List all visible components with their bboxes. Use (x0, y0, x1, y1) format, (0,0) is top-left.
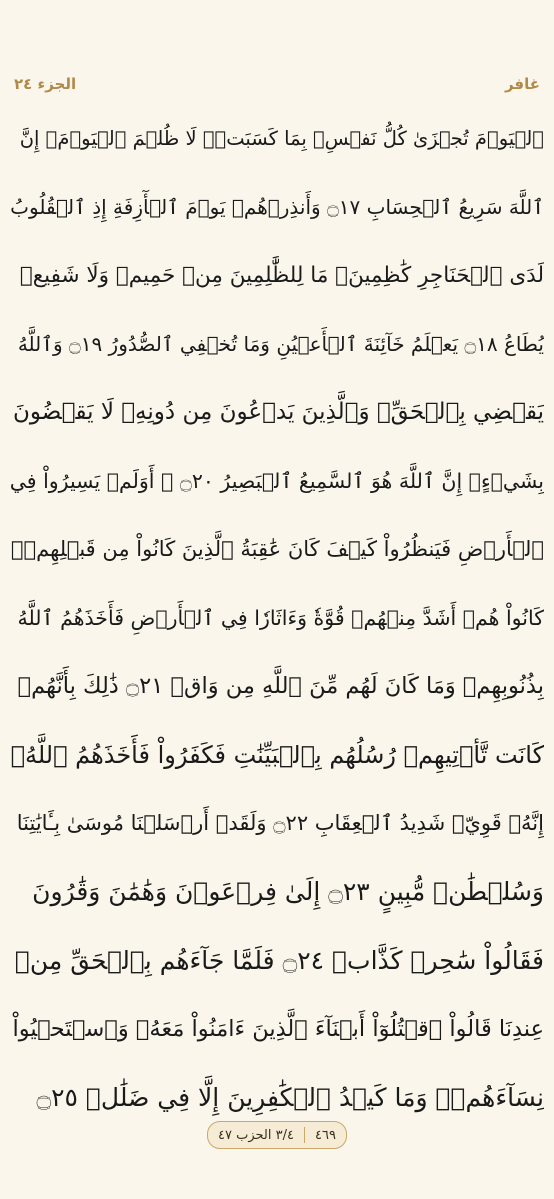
quran-line-5: يَقۡضِي بِٱلۡحَقِّۖ وَٱلَّذِينَ يَدۡعُونَ مِن دُونِهِۦ لَا يَقۡضُونَ (12, 398, 544, 425)
quran-line-7: ٱلۡأَرۡضِ فَيَنظُرُواْ كَيۡفَ كَانَ عَٰقِبَةُ ٱلَّذِينَ كَانُواْ مِن قَبۡلِهِمۡۚ (10, 536, 544, 561)
quran-line-6: بِشَيۡءٍۗ إِنَّ ٱللَّهَ هُوَ ٱلسَّمِيعُ ٱلۡبَصِيرُ ۝٢٠ ۞ أَوَلَمۡ يَسِيرُواْ فِي (10, 468, 544, 493)
hizb-label: ٣/٤ الحزب ٤٧ (218, 1127, 294, 1143)
surah-name: غافر (504, 75, 540, 93)
page-header (14, 70, 540, 98)
quran-line-1: ٱلۡيَوۡمَ تُجۡزَىٰ كُلُّ نَفۡسِۭ بِمَا كَسَبَتۡۚ لَا ظُلۡمَ ٱلۡيَوۡمَۚ إِنَّ (19, 126, 544, 150)
quran-line-4: يُطَاعُ ۝١٨ يَعۡلَمُ خَآئِنَةَ ٱلۡأَعۡيُنِ وَمَا تُخۡفِي ٱلصُّدُورُ ۝١٩ وَٱللَّهُ (17, 331, 544, 356)
juz-label: الجزء ٢٤ (14, 75, 77, 93)
quran-line-10: كَانَت تَّأۡتِيهِمۡ رُسُلُهُم بِٱلۡبَيِّنَٰتِ فَكَفَرُواْ فَأَخَذَهُمُ ٱللَّهُۚ (10, 740, 544, 769)
quran-line-8: كَانُواْ هُمۡ أَشَدَّ مِنۡهُمۡ قُوَّةٗ وَءَاثَارٗا فِي ٱلۡأَرۡضِ فَأَخَذَهُمُ ٱللَّهُ (17, 605, 544, 630)
page-info-pill[interactable] (207, 1121, 347, 1149)
quran-text-block (10, 104, 544, 1132)
page-footer (0, 1121, 554, 1149)
pill-divider (304, 1127, 305, 1143)
quran-line-2: ٱللَّهَ سَرِيعُ ٱلۡحِسَابِ ۝١٧ وَأَنذِرۡهُمۡ يَوۡمَ ٱلۡأٓزِفَةِ إِذِ ٱلۡقُلُوبُ (10, 194, 544, 219)
quran-line-9: بِذُنُوبِهِمۡ وَمَا كَانَ لَهُم مِّنَ ٱللَّهِ مِن وَاقٖ ۝٢١ ذَٰلِكَ بِأَنَّهُمۡ (17, 673, 544, 699)
quran-line-3: لَدَى ٱلۡحَنَاجِرِ كَٰظِمِينَۚ مَا لِلظَّٰلِمِينَ مِنۡ حَمِيمٖ وَلَا شَفِيعٖ (19, 262, 544, 288)
quran-line-15: نِسَآءَهُمۡۚ وَمَا كَيۡدُ ٱلۡكَٰفِرِينَ إِلَّا فِي ضَلَٰلٖ ۝٢٥ (36, 1082, 544, 1112)
quran-line-14: عِندِنَا قَالُواْ ٱقۡتُلُوٓاْ أَبۡنَآءَ ٱلَّذِينَ ءَامَنُواْ مَعَهُۥ وَٱسۡتَحۡيُواْ (12, 1015, 544, 1042)
quran-line-13: فَقَالُواْ سَٰحِرٞ كَذَّابٞ ۝٢٤ فَلَمَّا جَآءَهُم بِٱلۡحَقِّ مِنۡ (14, 945, 544, 975)
page-number: ٤٦٩ (315, 1127, 336, 1143)
quran-line-12: وَسُلۡطَٰنٖ مُّبِينٍ ۝٢٣ إِلَىٰ فِرۡعَوۡنَ وَهَٰمَٰنَ وَقَٰرُونَ (32, 877, 544, 907)
quran-line-11: إِنَّهُۥ قَوِيّٞ شَدِيدُ ٱلۡعِقَابِ ۝٢٢ وَلَقَدۡ أَرۡسَلۡنَا مُوسَىٰ بِـَٔايَٰتِنَا (16, 810, 544, 835)
